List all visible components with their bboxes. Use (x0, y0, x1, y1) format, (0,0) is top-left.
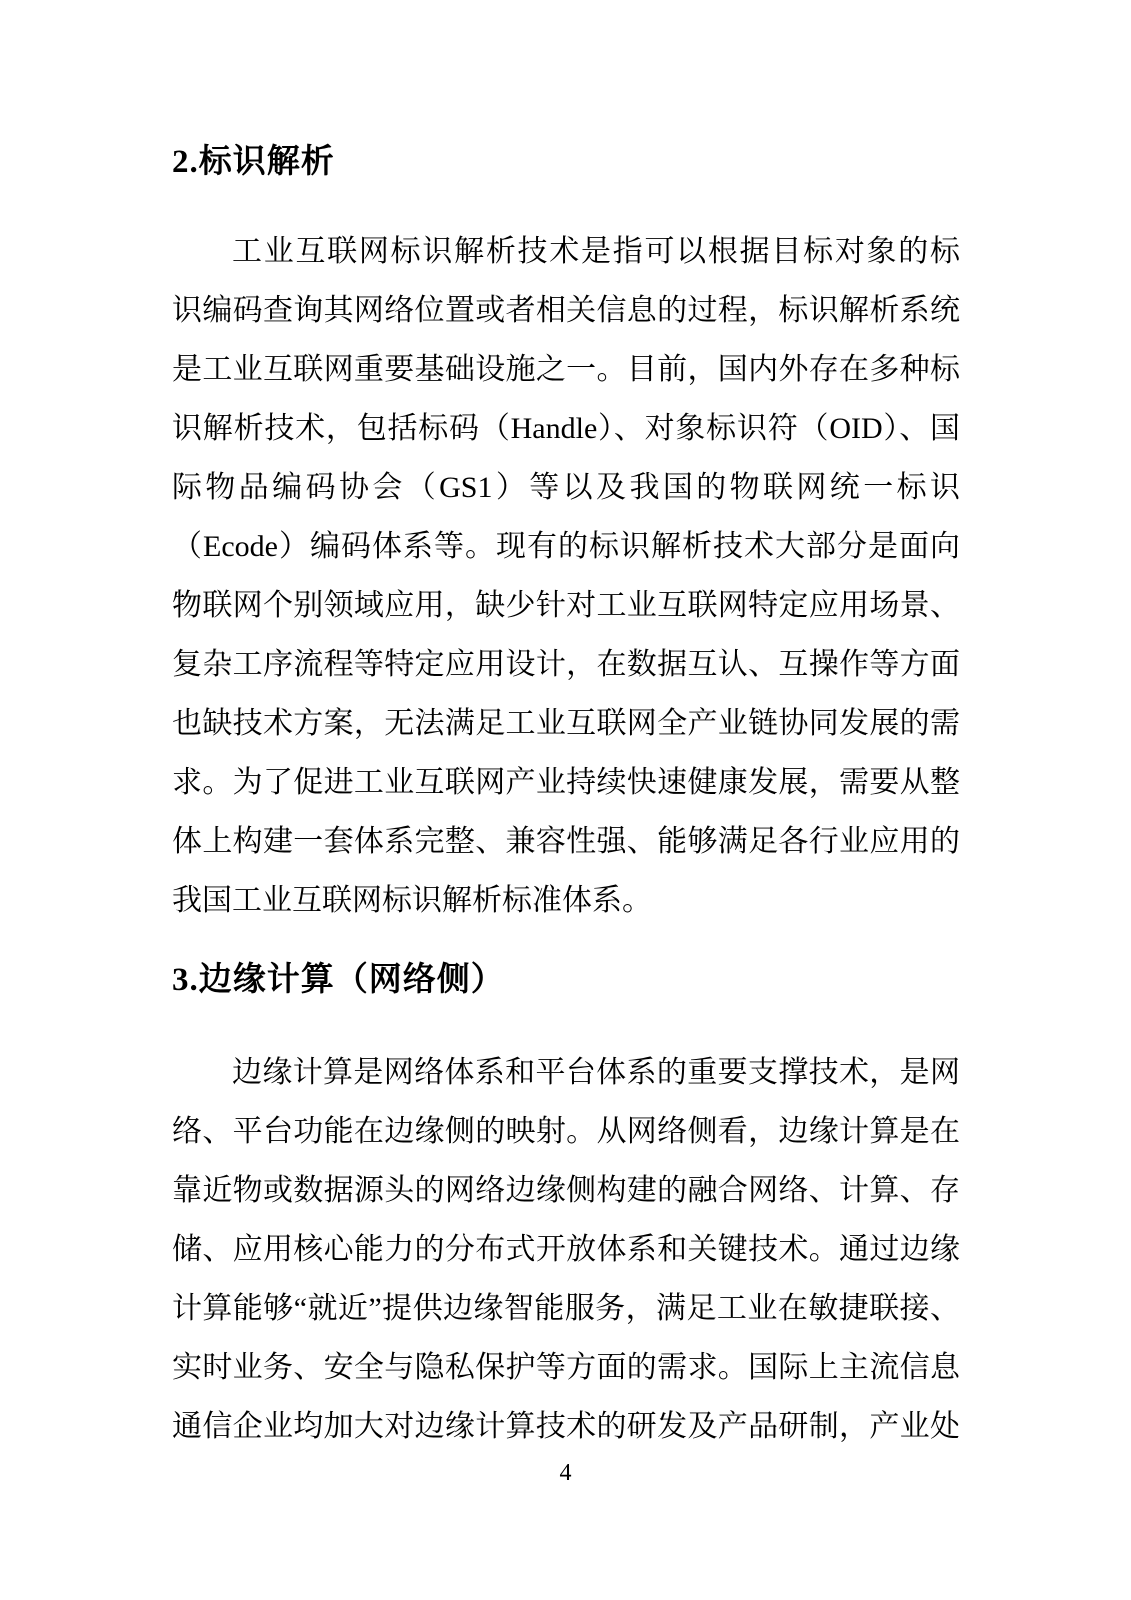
paragraph-edge-computing (172, 1043, 960, 1456)
text-line: 求。为了促进工业互联网产业持续快速健康发展，需要从整 (172, 766, 960, 799)
text-line: 际物品编码协会（GS1）等以及我国的物联网统一标识 (172, 471, 960, 504)
text-line: 边缘计算是网络体系和平台体系的重要支撑技术，是网 (232, 1056, 960, 1089)
page-content (172, 0, 960, 1456)
text-line: 是工业互联网重要基础设施之一。目前，国内外存在多种标 (172, 353, 960, 386)
text-line: 体上构建一套体系完整、兼容性强、能够满足各行业应用的 (172, 825, 960, 858)
page-number: 4 (559, 1460, 572, 1486)
text-line: 物联网个别领域应用，缺少针对工业互联网特定应用场景、 (172, 589, 960, 622)
section-heading-edge-computing: 3.边缘计算（网络侧） (172, 962, 505, 998)
paragraph-identification-resolution (172, 222, 960, 930)
text-line: 也缺技术方案，无法满足工业互联网全产业链协同发展的需 (172, 707, 960, 740)
text-line: 靠近物或数据源头的网络边缘侧构建的融合网络、计算、存 (172, 1174, 960, 1207)
text-line: 通信企业均加大对边缘计算技术的研发及产品研制，产业处 (172, 1410, 960, 1443)
text-line: 复杂工序流程等特定应用设计，在数据互认、互操作等方面 (172, 648, 960, 681)
text-line: 实时业务、安全与隐私保护等方面的需求。国际上主流信息 (172, 1351, 960, 1384)
text-line: 储、应用核心能力的分布式开放体系和关键技术。通过边缘 (172, 1233, 960, 1266)
section-heading-identification-resolution: 2.标识解析 (172, 144, 335, 180)
text-line: 工业互联网标识解析技术是指可以根据目标对象的标 (232, 235, 960, 268)
text-line: （Ecode）编码体系等。现有的标识解析技术大部分是面向 (172, 530, 960, 563)
text-line: 识解析技术，包括标码（Handle）、对象标识符（OID）、国 (172, 412, 960, 445)
text-line: 络、平台功能在边缘侧的映射。从网络侧看，边缘计算是在 (172, 1115, 960, 1148)
text-line: 计算能够“就近”提供边缘智能服务，满足工业在敏捷联接、 (172, 1292, 960, 1325)
text-line: 识编码查询其网络位置或者相关信息的过程，标识解析系统 (172, 294, 960, 327)
text-line: 我国工业互联网标识解析标准体系。 (172, 884, 652, 917)
